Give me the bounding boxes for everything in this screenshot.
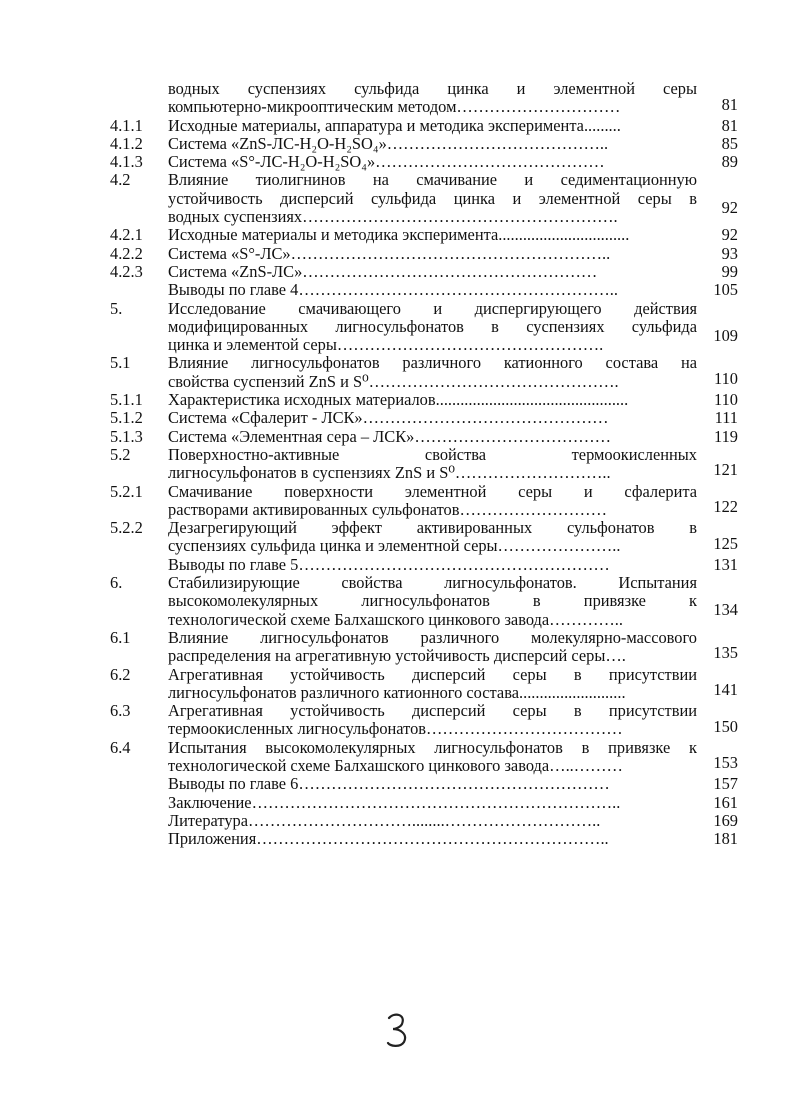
toc-entry-line: Заключение………………………………………………………….. xyxy=(168,793,621,812)
page-number-text: 3 xyxy=(384,1010,385,1011)
toc-entry-title xyxy=(168,629,697,666)
toc-entry-title xyxy=(168,391,697,409)
toc-entry-line: Влияние лигносульфонатов различного молекулярно-массового xyxy=(168,628,697,647)
toc-entry-page: 92 xyxy=(721,225,738,245)
toc-entry xyxy=(110,794,750,812)
toc-entry-page: 134 xyxy=(713,600,738,620)
toc-entry-title xyxy=(168,775,697,793)
toc-entry xyxy=(110,391,750,409)
toc-entry-title xyxy=(168,666,697,703)
toc-entry-number: 6.1 xyxy=(110,627,131,647)
toc-entry-page: 109 xyxy=(713,326,738,345)
toc-entry-line: Приложения……………………………………………………….. xyxy=(168,830,609,849)
toc-entry-number: 5.1 xyxy=(110,353,131,373)
toc-entry-page: 89 xyxy=(721,152,738,172)
toc-entry-line: Дезагрегирующий эффект активированных сульфонатов в xyxy=(168,519,697,538)
toc-entry-title xyxy=(168,300,697,355)
toc-entry-line: Выводы по главе 5………………………………………………… xyxy=(168,555,610,574)
toc-entry-line: технологической схеме Балхашского цинкового завода…..……… xyxy=(168,756,623,775)
toc-entry-title xyxy=(168,794,697,812)
toc-entry xyxy=(110,519,750,556)
toc-entry-title xyxy=(168,483,697,520)
toc-entry-line: лигносульфонатов различного катионного состава.......................... xyxy=(168,683,626,702)
toc-entry-page: 92 xyxy=(721,197,738,217)
toc-entry-title xyxy=(168,739,697,776)
toc-entry-title xyxy=(168,446,697,483)
toc-entry-page: 81 xyxy=(721,94,738,114)
toc-entry-line: Характеристика исходных материалов............................................... xyxy=(168,391,629,410)
toc-entry-title xyxy=(168,80,697,117)
toc-entry xyxy=(110,830,750,848)
toc-entry-line: водных суспензиях сульфида цинка и элементной серы xyxy=(168,80,697,98)
toc-entry-page: 93 xyxy=(721,243,738,263)
toc-entry-number: 4.1.3 xyxy=(110,152,143,172)
toc-entry-line: Влияние тиолигнинов на смачивание и седиментационную xyxy=(168,171,697,190)
toc-entry-page: 135 xyxy=(713,643,738,663)
toc-entry xyxy=(110,702,750,739)
toc-entry-number: 5.2.2 xyxy=(110,518,143,538)
toc-entry xyxy=(110,556,750,574)
toc-entry-number: 4.1.1 xyxy=(110,115,143,135)
toc-entry-page: 99 xyxy=(721,261,738,281)
toc-entry-number: 4.1.2 xyxy=(110,133,143,153)
toc-entry-title xyxy=(168,556,697,574)
toc-entry-title xyxy=(168,171,697,226)
toc-entry-number: 5.1.1 xyxy=(110,390,143,410)
toc-entry-title xyxy=(168,354,697,391)
toc-entry-line: Исследование смачивающего и диспергирующего действия xyxy=(168,299,697,318)
toc-entry-line: Исходные материалы, аппаратура и методика эксперимента......... xyxy=(168,116,621,135)
toc-entry-number: 6. xyxy=(110,573,123,593)
toc-entry-title xyxy=(168,263,697,281)
toc-entry-line: модифицированных лигносульфонатов в суспензиях сульфида xyxy=(168,317,697,336)
toc-entry-line: высокомолекулярных лигносульфонатов в привязке к xyxy=(168,592,697,611)
toc-entry-line: Поверхностно-активные свойства термоокисленных xyxy=(168,445,697,464)
toc-entry-number: 5. xyxy=(110,298,123,318)
toc-entry xyxy=(110,739,750,776)
toc-entry-number: 5.2 xyxy=(110,444,131,464)
toc-entry-line: Система «S°-ЛС-H₂O-H₂SO₄»…………………………………… xyxy=(168,153,605,172)
toc-entry-number: 4.2 xyxy=(110,170,131,190)
toc-entry xyxy=(110,117,750,135)
toc-entry-line: Агрегативная устойчивость дисперсий серы в присутствии xyxy=(168,665,697,684)
toc-entry xyxy=(110,80,750,117)
toc-entry-line: Влияние лигносульфонатов различного катионного состава на xyxy=(168,354,697,373)
toc-entry-number: 6.2 xyxy=(110,664,131,684)
toc-entry-line: Смачивание поверхности элементной серы и сфалерита xyxy=(168,482,697,501)
toc-entry-number: 6.3 xyxy=(110,701,131,721)
toc-entry-line: Система «ZnS-ЛС»……………………………………………… xyxy=(168,262,598,281)
toc-entry-line: Система «Сфалерит - ЛСК»……………………………………… xyxy=(168,409,609,428)
toc-entry-number: 4.2.3 xyxy=(110,261,143,281)
toc-entry xyxy=(110,428,750,446)
toc-entry-page: 85 xyxy=(721,133,738,153)
toc-entry-line: Выводы по главе 6………………………………………………… xyxy=(168,775,610,794)
toc-entry-line: водных суспензиях…………………………………………………. xyxy=(168,208,618,227)
toc-entry-line: компьютерно-микрооптическим методом………………………… xyxy=(168,98,621,117)
toc-entry-line: Агрегативная устойчивость дисперсий серы в присутствии xyxy=(168,702,697,721)
toc-entry-page: 161 xyxy=(713,792,738,812)
toc-entry-line: лигносульфонатов в суспензиях ZnS и S⁰……………………….. xyxy=(168,464,611,483)
toc-entry-page: 110 xyxy=(714,390,738,410)
toc-entry-number: 5.2.1 xyxy=(110,481,143,501)
toc-entry-title xyxy=(168,135,697,153)
toc-entry xyxy=(110,812,750,830)
toc-entry-page: 125 xyxy=(713,533,738,553)
toc-entry xyxy=(110,483,750,520)
toc-entry-page: 110 xyxy=(714,369,738,388)
toc-entry-title xyxy=(168,117,697,135)
toc-entry-page: 153 xyxy=(713,753,738,773)
toc-entry-number: 6.4 xyxy=(110,737,131,757)
toc-entry-title xyxy=(168,428,697,446)
toc-entry xyxy=(110,300,750,355)
toc-entry xyxy=(110,281,750,299)
toc-entry-title xyxy=(168,153,697,171)
toc-entry-line: распределения на агрегативную устойчивость дисперсий серы…. xyxy=(168,647,626,666)
toc-entry-line: растворами активированных сульфонатов……………………… xyxy=(168,500,607,519)
toc-entry xyxy=(110,354,750,391)
toc-entry xyxy=(110,446,750,483)
toc-entry-page: 111 xyxy=(714,408,738,428)
toc-entry-line: суспензиях сульфида цинка и элементной серы………………….. xyxy=(168,537,621,556)
toc-entry-line: Стабилизирующие свойства лигносульфонатов. Испытания xyxy=(168,574,697,593)
toc-entry-title xyxy=(168,702,697,739)
toc-entry xyxy=(110,409,750,427)
toc-entry-page: 150 xyxy=(713,716,738,736)
toc-entry-page: 81 xyxy=(721,115,738,135)
toc-entry-line: Исходные материалы и методика эксперимента................................ xyxy=(168,226,630,245)
toc-entry xyxy=(110,263,750,281)
toc-entry xyxy=(110,245,750,263)
toc-entry xyxy=(110,775,750,793)
toc-entry xyxy=(110,226,750,244)
toc-entry xyxy=(110,666,750,703)
table-of-contents xyxy=(110,80,750,848)
handwritten-page-number xyxy=(384,1010,414,1050)
toc-entry-number: 4.2.2 xyxy=(110,243,143,263)
toc-entry xyxy=(110,171,750,226)
toc-entry-line: Система «Элементная сера – ЛСК»……………………………… xyxy=(168,427,612,446)
toc-entry-title xyxy=(168,245,697,263)
toc-entry xyxy=(110,153,750,171)
toc-entry-page: 105 xyxy=(713,280,738,300)
toc-entry-page: 157 xyxy=(713,774,738,794)
toc-entry-number: 5.1.2 xyxy=(110,408,143,428)
toc-entry-page: 141 xyxy=(713,680,738,700)
toc-entry-page: 119 xyxy=(714,426,738,446)
toc-entry-line: термоокисленных лигносульфонатов……………………………… xyxy=(168,720,623,739)
toc-entry-line: свойства суспензий ZnS и S⁰………………………………………. xyxy=(168,372,619,391)
toc-entry-line: Система «S°-ЛС»………………………………………………….. xyxy=(168,244,611,263)
toc-entry-number: 4.2.1 xyxy=(110,225,143,245)
toc-entry-page: 121 xyxy=(713,460,738,480)
toc-entry-line: цинка и элементой серы…………………………………………. xyxy=(168,336,604,355)
toc-entry-page: 131 xyxy=(713,554,738,574)
toc-entry-line: технологической схеме Балхашского цинкового завода………….. xyxy=(168,610,623,629)
toc-entry-line: Литература…………………………........……………………….. xyxy=(168,811,601,830)
toc-entry-page: 181 xyxy=(713,829,738,849)
toc-entry xyxy=(110,574,750,629)
toc-entry-page: 169 xyxy=(713,810,738,830)
toc-entry-line: Испытания высокомолекулярных лигносульфонатов в привязке к xyxy=(168,738,697,757)
toc-entry-title xyxy=(168,574,697,629)
toc-entry-title xyxy=(168,519,697,556)
toc-entry-title xyxy=(168,281,697,299)
toc-entry xyxy=(110,629,750,666)
toc-entry-title xyxy=(168,226,697,244)
toc-entry-title xyxy=(168,409,697,427)
toc-entry-page: 122 xyxy=(713,497,738,517)
toc-entry-line: Выводы по главе 4………………………………………………….. xyxy=(168,281,618,300)
toc-entry-line: устойчивость дисперсий сульфида цинка и элементной серы в xyxy=(168,189,697,208)
toc-entry-title xyxy=(168,812,697,830)
toc-entry-number: 5.1.3 xyxy=(110,426,143,446)
toc-entry-title xyxy=(168,830,697,848)
toc-entry-line: Система «ZnS-ЛС-H₂O-H₂SO₄»………………………………….. xyxy=(168,134,609,153)
toc-entry xyxy=(110,135,750,153)
